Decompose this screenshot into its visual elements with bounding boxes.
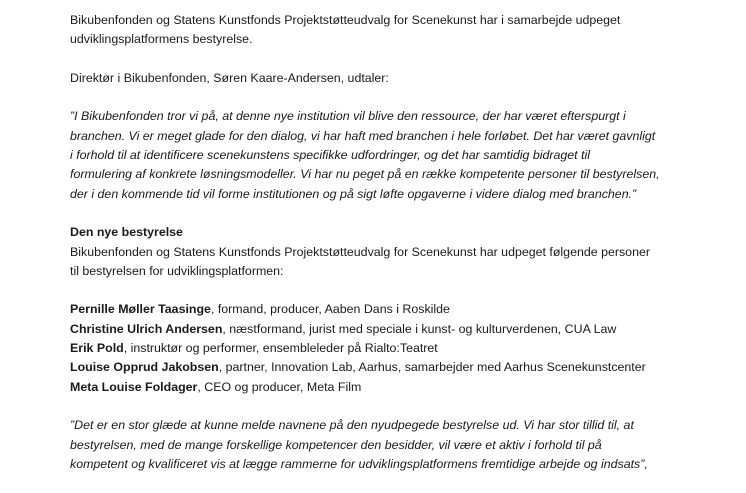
board-member <box>70 339 730 358</box>
section-intro-line: Bikubenfonden og Statens Kunstfonds Projektstøtteudvalg for Scenekunst har udpeget følgende personer <box>70 244 650 259</box>
director-intro: Direktør i Bikubenfonden, Søren Kaare-Andersen, udtaler: <box>70 70 389 85</box>
intro-paragraph <box>70 11 730 50</box>
intro-line: udviklingsplatformens bestyrelse. <box>70 32 253 47</box>
board-member <box>70 300 730 319</box>
quote-line: branchen. Vi er meget glade for den dialog, vi har haft med branchen i hele forløbet. Det har været gavnligt <box>70 128 656 143</box>
board-member-list <box>70 300 730 396</box>
section-heading: Den nye bestyrelse <box>70 225 183 240</box>
board-member-role: , partner, Innovation Lab, Aarhus, samarbejder med Aarhus Scenekunstcenter <box>218 360 646 375</box>
quote-line: bestyrelsen, med de mange forskellige kompetencer den besidder, vil være et aktiv i forhold til på <box>70 437 602 452</box>
quote-line: kompetent og kvalificeret vis at lægge rammerne for udviklingsplatformens fremtidige arbejde og indsats”, <box>70 456 648 471</box>
quote-line: formulering af konkrete løsningsmodeller. Vi har nu peget på en række kompetente personer til bestyrelsen, <box>70 167 660 182</box>
document-page <box>70 11 730 493</box>
board-member <box>70 378 730 397</box>
board-member-role: , instruktør og performer, ensembleleder på Rialto:Teatret <box>123 341 438 356</box>
quote-line: i forhold til at identificere scenekunstens specifikke udfordringer, og det har samtidig bidraget til <box>70 148 591 163</box>
section-intro-line: til bestyrelsen for udviklingsplatformen: <box>70 263 284 278</box>
quote-line: ”Det er en stor glæde at kunne melde navnene på den nyudpegede bestyrelse ud. Vi har stor tillid til, at <box>70 418 634 433</box>
board-member-name: Meta Louise Foldager <box>70 379 198 394</box>
board-member-role: , CEO og producer, Meta Film <box>197 379 362 394</box>
board-member-role: , formand, producer, Aaben Dans i Roskilde <box>210 302 450 317</box>
quote-line: ”I Bikubenfonden tror vi på, at denne nye institution vil blive den ressource, der har været efterspurgt i <box>70 109 626 124</box>
director-intro-paragraph <box>70 69 730 88</box>
board-member <box>70 358 730 377</box>
board-member-name: Louise Opprud Jakobsen <box>70 360 219 375</box>
board-member <box>70 320 730 339</box>
board-section <box>70 223 730 281</box>
board-member-role: , næstformand, jurist med speciale i kunst- og kulturverdenen, CUA Law <box>222 321 617 336</box>
board-member-name: Pernille Møller Taasinge <box>70 302 211 317</box>
intro-line: Bikubenfonden og Statens Kunstfonds Projektstøtteudvalg for Scenekunst har i samarbejde udpeget <box>70 13 621 27</box>
board-member-name: Erik Pold <box>70 341 124 356</box>
director-quote <box>70 107 730 203</box>
quote-line: der i den kommende tid vil forme institutionen og på sigt løfte opgaverne i videre dialog med branchen.” <box>70 186 637 201</box>
closing-quote <box>70 416 730 474</box>
board-member-name: Christine Ulrich Andersen <box>70 321 223 336</box>
